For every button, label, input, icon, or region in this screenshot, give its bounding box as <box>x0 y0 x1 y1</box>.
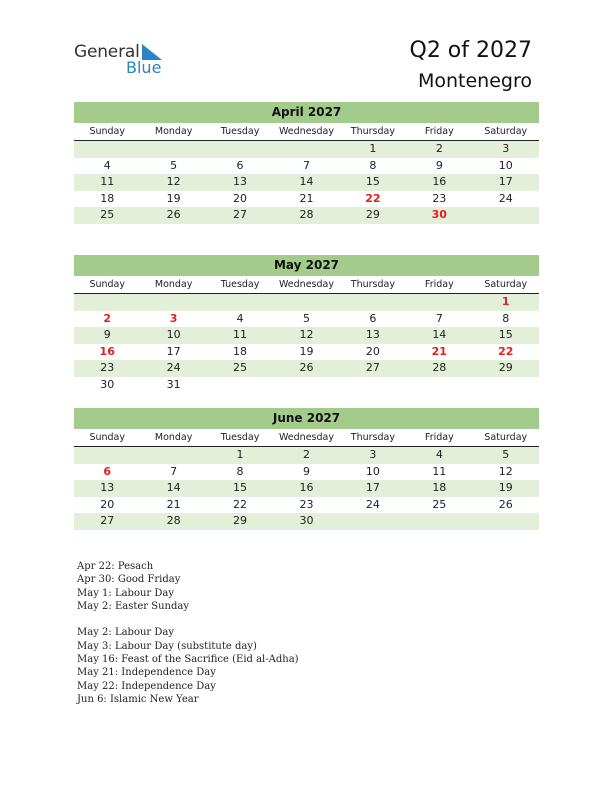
day-cell: 8 <box>369 158 377 172</box>
page-title: Q2 of 2027 <box>409 38 532 63</box>
day-cell: 15 <box>498 328 513 341</box>
week-row <box>74 497 539 514</box>
day-cell <box>140 141 206 158</box>
holiday-entry: May 22: Independence Day <box>77 680 216 692</box>
day-cell <box>74 141 140 158</box>
weekday-label: Tuesday <box>220 432 260 443</box>
day-cell: 19 <box>166 191 181 205</box>
month-title: June 2027 <box>74 408 539 429</box>
day-cell: 19 <box>498 481 513 494</box>
day-cell: 31 <box>166 377 181 391</box>
weekday-label: Friday <box>424 432 454 443</box>
holiday-day-cell: 3 <box>169 311 178 325</box>
day-cell: 6 <box>369 311 377 325</box>
logo-general-text: General <box>74 42 140 62</box>
day-cell: 23 <box>299 497 314 511</box>
month-calendar <box>74 102 539 224</box>
day-cell: 10 <box>166 328 181 341</box>
day-cell: 2 <box>302 448 310 461</box>
day-cell: 30 <box>299 514 314 527</box>
weekday-label: Thursday <box>350 432 395 443</box>
day-cell: 11 <box>100 175 115 188</box>
holiday-group-gap <box>77 614 299 627</box>
day-cell: 25 <box>233 361 248 374</box>
day-cell: 9 <box>103 328 111 341</box>
week-row <box>74 377 539 394</box>
day-cell: 24 <box>365 497 380 511</box>
week-row <box>74 447 539 464</box>
weekday-label: Saturday <box>484 432 528 443</box>
day-cell: 5 <box>302 311 310 325</box>
weekday-label: Wednesday <box>278 279 334 290</box>
day-cell: 18 <box>100 191 115 205</box>
day-cell: 22 <box>233 497 248 511</box>
week-row <box>74 327 539 344</box>
day-cell <box>207 141 273 158</box>
day-cell: 24 <box>498 191 513 205</box>
day-cell: 29 <box>233 514 248 527</box>
weekday-label: Sunday <box>89 432 125 443</box>
day-cell: 13 <box>365 328 380 341</box>
holiday-entry: May 1: Labour Day <box>77 587 174 599</box>
day-cell <box>207 294 273 311</box>
day-cell: 18 <box>432 481 447 494</box>
day-cell: 21 <box>166 497 181 511</box>
day-cell: 7 <box>435 311 443 325</box>
day-cell: 21 <box>299 191 314 205</box>
week-row <box>74 174 539 191</box>
week-row <box>74 464 539 481</box>
day-cell <box>273 377 339 394</box>
day-cell: 28 <box>432 361 447 374</box>
day-cell <box>473 513 539 530</box>
day-cell: 16 <box>299 481 314 494</box>
generalblue-logo <box>74 42 174 78</box>
day-cell: 4 <box>103 158 111 172</box>
day-cell: 6 <box>236 158 244 172</box>
week-row <box>74 360 539 377</box>
week-row <box>74 480 539 497</box>
logo-blue-text: Blue <box>126 58 162 77</box>
holiday-day-cell: 22 <box>498 344 514 358</box>
day-cell: 17 <box>498 175 513 188</box>
day-cell: 27 <box>100 514 115 527</box>
weekday-label: Monday <box>154 432 193 443</box>
holiday-entry: May 16: Feast of the Sacrifice (Eid al-Adha) <box>77 653 299 665</box>
day-cell: 13 <box>233 175 248 188</box>
weekday-label: Saturday <box>484 126 528 137</box>
weekday-label: Monday <box>154 126 193 137</box>
holiday-entry: Jun 6: Islamic New Year <box>77 694 199 706</box>
weekday-label: Sunday <box>89 279 125 290</box>
day-cell <box>273 294 339 311</box>
day-cell: 17 <box>365 481 380 494</box>
holiday-entry: May 2: Easter Sunday <box>77 601 189 613</box>
week-row <box>74 207 539 224</box>
holiday-entry: May 21: Independence Day <box>77 667 216 679</box>
day-cell: 24 <box>166 361 181 374</box>
day-cell: 15 <box>365 175 380 188</box>
day-cell <box>473 207 539 224</box>
day-cell <box>74 294 140 311</box>
day-cell: 3 <box>369 448 377 461</box>
day-cell: 25 <box>432 497 447 511</box>
day-cell <box>340 377 406 394</box>
day-cell: 26 <box>299 361 314 374</box>
day-cell: 14 <box>166 481 181 494</box>
day-cell: 20 <box>365 344 380 358</box>
month-title: April 2027 <box>74 102 539 123</box>
day-cell: 26 <box>166 208 181 221</box>
day-cell <box>74 447 140 464</box>
holiday-day-cell: 2 <box>103 311 112 325</box>
weekday-label: Tuesday <box>220 279 260 290</box>
day-cell <box>473 377 539 394</box>
day-cell: 5 <box>502 448 510 461</box>
day-cell: 14 <box>299 175 314 188</box>
day-cell: 17 <box>166 344 181 358</box>
day-cell: 15 <box>233 481 248 494</box>
day-cell <box>207 377 273 394</box>
day-cell: 29 <box>498 361 513 374</box>
week-row <box>74 294 539 311</box>
day-cell: 8 <box>236 464 244 478</box>
day-cell: 1 <box>236 448 244 461</box>
day-cell: 5 <box>170 158 178 172</box>
day-cell: 10 <box>365 464 380 478</box>
day-cell: 7 <box>302 158 310 172</box>
day-cell: 26 <box>498 497 513 511</box>
weekday-label: Saturday <box>484 279 528 290</box>
weekday-header-row <box>74 276 539 294</box>
day-cell: 18 <box>233 344 248 358</box>
holiday-list <box>77 560 299 707</box>
weekday-label: Thursday <box>350 279 395 290</box>
day-cell: 3 <box>502 142 510 155</box>
week-row <box>74 141 539 158</box>
day-cell: 27 <box>233 208 248 221</box>
day-cell: 20 <box>100 497 115 511</box>
day-cell: 4 <box>435 448 443 461</box>
month-calendar <box>74 408 539 530</box>
day-cell <box>340 294 406 311</box>
holiday-entry: May 3: Labour Day (substitute day) <box>77 640 257 652</box>
weekday-label: Wednesday <box>278 432 334 443</box>
day-cell <box>340 513 406 530</box>
holiday-day-cell: 6 <box>103 464 112 478</box>
day-cell: 16 <box>432 175 447 188</box>
weekday-header-row <box>74 429 539 447</box>
holiday-day-cell: 1 <box>501 295 510 308</box>
holiday-day-cell: 22 <box>365 191 381 205</box>
week-row <box>74 158 539 175</box>
day-cell: 28 <box>299 208 314 221</box>
holiday-day-cell: 16 <box>99 344 115 358</box>
weekday-label: Sunday <box>89 126 125 137</box>
weekday-label: Friday <box>424 279 454 290</box>
day-cell: 14 <box>432 328 447 341</box>
holiday-day-cell: 30 <box>431 208 447 221</box>
weekday-label: Friday <box>424 126 454 137</box>
holiday-entry: Apr 30: Good Friday <box>77 574 181 586</box>
day-cell: 13 <box>100 481 115 494</box>
month-title: May 2027 <box>74 255 539 276</box>
day-cell <box>406 294 472 311</box>
day-cell: 9 <box>302 464 310 478</box>
day-cell: 12 <box>166 175 181 188</box>
holiday-day-cell: 21 <box>431 344 447 358</box>
day-cell <box>406 513 472 530</box>
day-cell <box>140 447 206 464</box>
day-cell: 28 <box>166 514 181 527</box>
day-cell: 10 <box>498 158 513 172</box>
day-cell: 12 <box>498 464 513 478</box>
country-name: Montenegro <box>417 70 532 92</box>
day-cell: 7 <box>170 464 178 478</box>
day-cell: 29 <box>365 208 380 221</box>
day-cell: 25 <box>100 208 115 221</box>
day-cell: 19 <box>299 344 314 358</box>
weekday-label: Thursday <box>350 126 395 137</box>
weekday-label: Monday <box>154 279 193 290</box>
day-cell: 23 <box>100 361 115 374</box>
holiday-entry: Apr 22: Pesach <box>77 561 154 572</box>
weekday-label: Tuesday <box>220 126 260 137</box>
day-cell <box>140 294 206 311</box>
day-cell: 9 <box>435 158 443 172</box>
day-cell: 2 <box>435 142 443 155</box>
day-cell: 1 <box>369 142 377 155</box>
month-calendar <box>74 255 539 393</box>
day-cell <box>273 141 339 158</box>
week-row <box>74 344 539 361</box>
holiday-entry: May 2: Labour Day <box>77 627 174 639</box>
day-cell: 11 <box>233 328 248 341</box>
weekday-label: Wednesday <box>278 126 334 137</box>
week-row <box>74 311 539 328</box>
day-cell <box>406 377 472 394</box>
day-cell: 8 <box>502 311 510 325</box>
day-cell: 4 <box>236 311 244 325</box>
day-cell: 23 <box>432 191 447 205</box>
week-row <box>74 513 539 530</box>
day-cell: 11 <box>432 464 447 478</box>
day-cell: 30 <box>100 377 115 391</box>
weekday-header-row <box>74 123 539 141</box>
day-cell: 27 <box>365 361 380 374</box>
day-cell: 20 <box>233 191 248 205</box>
day-cell: 12 <box>299 328 314 341</box>
week-row <box>74 191 539 208</box>
